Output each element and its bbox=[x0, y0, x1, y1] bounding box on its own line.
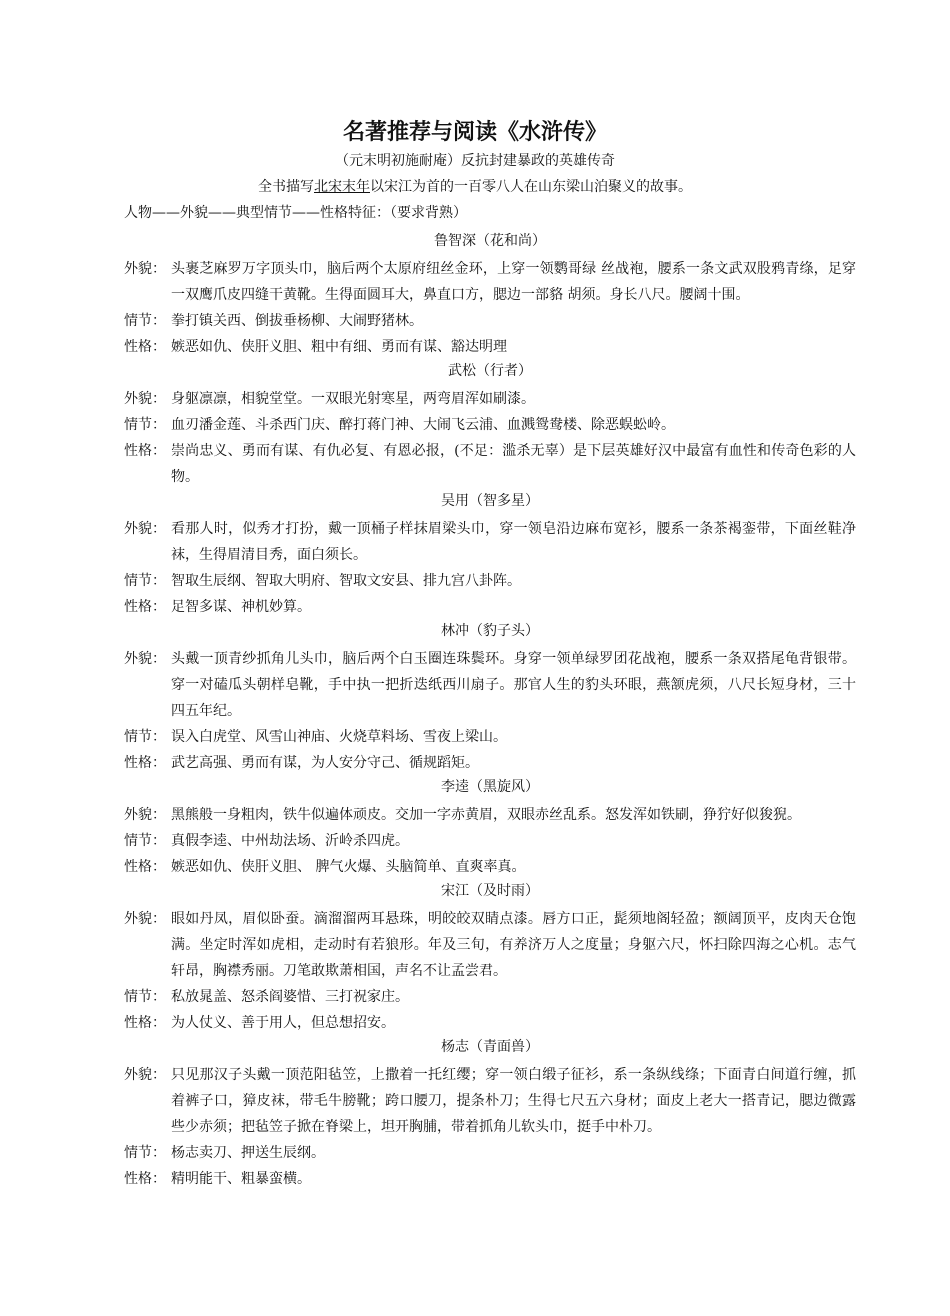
row-text: 嫉恶如仇、侠肝义胆、 脾气火爆、头脑简单、直爽率真。 bbox=[171, 859, 526, 875]
character-row bbox=[124, 906, 856, 984]
character-row bbox=[124, 750, 856, 776]
character-name: 吴用（智多星） bbox=[441, 493, 539, 509]
character-row bbox=[124, 438, 856, 490]
row-text: 智取生辰纲、智取大明府、智取文安县、排九宫八卦阵。 bbox=[171, 573, 521, 589]
character-row bbox=[124, 724, 856, 750]
character-row bbox=[124, 386, 856, 412]
character-block bbox=[124, 1036, 856, 1192]
character-name: 宋江（及时雨） bbox=[441, 883, 539, 899]
row-text: 拳打镇关西、倒拔垂杨柳、大闹野猪林。 bbox=[171, 313, 423, 329]
row-text: 身躯凛凛，相貌堂堂。一双眼光射寒星，两弯眉浑如刷漆。 bbox=[171, 391, 535, 407]
character-row bbox=[124, 308, 856, 334]
intro-sentence bbox=[0, 177, 950, 197]
row-label: 性格： bbox=[124, 1015, 166, 1031]
row-label: 性格： bbox=[124, 755, 166, 771]
character-name: 林冲（豹子头） bbox=[441, 623, 539, 639]
row-label: 性格： bbox=[124, 1171, 166, 1187]
row-label: 性格： bbox=[124, 859, 166, 875]
character-block bbox=[124, 880, 856, 1036]
character-row bbox=[124, 802, 856, 828]
character-row bbox=[124, 334, 856, 360]
character-row bbox=[124, 1010, 856, 1036]
character-name: 武松（行者） bbox=[448, 363, 532, 379]
intro-underlined: 北宋末年 bbox=[314, 179, 370, 195]
character-name: 杨志（青面兽） bbox=[441, 1039, 539, 1055]
row-text: 足智多谋、神机妙算。 bbox=[171, 599, 311, 615]
character-row bbox=[124, 646, 856, 724]
document-subtitle: （元末明初施耐庵）反抗封建暴政的英雄传奇 bbox=[335, 153, 615, 169]
character-row bbox=[124, 1166, 856, 1192]
document-title: 名著推荐与阅读《水浒传》 bbox=[342, 120, 607, 145]
row-text: 嫉恶如仇、侠肝义胆、粗中有细、勇而有谋、豁达明理 bbox=[171, 339, 507, 355]
row-label: 情节： bbox=[124, 313, 166, 329]
character-row bbox=[124, 516, 856, 568]
row-text: 眼如丹凤，眉似卧蚕。滴溜溜两耳悬珠，明皎皎双睛点漆。唇方口正，髭须地阁轻盈；额阔顶平，皮肉天仓饱满。坐定时浑如虎相，走动时有若狼形。年及三旬，有养济万人之度量；身躯六尺，怀扫除四海之心机。志气轩昂，胸襟秀丽。刀笔敢欺萧相国，声名不让孟尝君。 bbox=[171, 911, 856, 979]
row-label: 情节： bbox=[124, 1145, 166, 1161]
row-text: 武艺高强、勇而有谋，为人安分守己、循规蹈矩。 bbox=[171, 755, 479, 771]
row-text: 头戴一顶青纱抓角儿头巾，脑后两个白玉圈连珠鬓环。身穿一领单绿罗团花战袍，腰系一条双搭尾龟背银带。穿一对磕瓜头朝样皂靴，手中执一把折迭纸西川扇子。那官人生的豹头环眼，燕颔虎须，八尺长短身材，三十四五年纪。 bbox=[171, 651, 856, 719]
character-block bbox=[124, 776, 856, 880]
row-text: 为人仗义、善于用人，但总想招安。 bbox=[171, 1015, 395, 1031]
character-row bbox=[124, 1140, 856, 1166]
character-row bbox=[124, 828, 856, 854]
character-row bbox=[124, 594, 856, 620]
row-label: 外貌： bbox=[124, 391, 166, 407]
character-row bbox=[124, 256, 856, 308]
row-text: 误入白虎堂、风雪山神庙、火烧草料场、雪夜上梁山。 bbox=[171, 729, 507, 745]
character-name: 鲁智深（花和尚） bbox=[434, 233, 546, 249]
row-label: 外貌： bbox=[124, 807, 166, 823]
row-text: 精明能干、粗暴蛮横。 bbox=[171, 1171, 311, 1187]
row-text: 真假李逵、中州劫法场、沂岭杀四虎。 bbox=[171, 833, 409, 849]
character-name: 李逵（黑旋风） bbox=[441, 779, 539, 795]
character-row bbox=[124, 1062, 856, 1140]
row-text: 崇尚忠义、勇而有谋、有仇必复、有恩必报，(不足：滥杀无辜）是下层英雄好汉中最富有血性和传奇色彩的人物。 bbox=[171, 443, 856, 485]
instruction-line: 人物——外貌——典型情节——性格特征：（要求背熟） bbox=[124, 205, 467, 221]
row-label: 情节： bbox=[124, 417, 166, 433]
row-text: 看那人时，似秀才打扮，戴一顶桶子样抹眉梁头巾，穿一领皂沿边麻布宽衫，腰系一条茶褐銮带，下面丝鞋净袜，生得眉清目秀，面白须长。 bbox=[171, 521, 856, 563]
row-label: 情节： bbox=[124, 989, 166, 1005]
row-text: 黑熊般一身粗肉，铁牛似遍体顽皮。交加一字赤黄眉，双眼赤丝乱系。怒发浑如铁刷，狰狞好似狻猊。 bbox=[171, 807, 801, 823]
row-text: 只见那汉子头戴一顶范阳毡笠，上撒着一托红缨；穿一领白缎子征衫，系一条纵线绦；下面青白间道行缠，抓着裤子口，獐皮袜，带毛牛膀靴；跨口腰刀，提条朴刀；生得七尺五六身材；面皮上老大一搭青记，腮边微露些少赤须；把毡笠子掀在脊梁上，坦开胸脯，带着抓角儿软头巾，挺手中朴刀。 bbox=[171, 1067, 856, 1135]
row-label: 情节： bbox=[124, 729, 166, 745]
character-row bbox=[124, 854, 856, 880]
row-label: 外貌： bbox=[124, 911, 166, 927]
character-block bbox=[124, 620, 856, 776]
row-label: 性格： bbox=[124, 339, 166, 355]
character-block bbox=[124, 360, 856, 490]
intro-after: 以宋江为首的一百零八人在山东梁山泊聚义的故事。 bbox=[370, 179, 692, 195]
row-label: 情节： bbox=[124, 833, 166, 849]
row-label: 外貌： bbox=[124, 1067, 166, 1083]
character-row bbox=[124, 412, 856, 438]
character-block bbox=[124, 230, 856, 360]
row-text: 私放晁盖、怒杀阎婆惜、三打祝家庄。 bbox=[171, 989, 409, 1005]
row-label: 外貌： bbox=[124, 651, 166, 667]
character-row bbox=[124, 984, 856, 1010]
intro-before: 全书描写 bbox=[258, 179, 314, 195]
row-label: 外貌： bbox=[124, 261, 166, 277]
character-list bbox=[124, 230, 856, 1192]
character-row bbox=[124, 568, 856, 594]
row-label: 性格： bbox=[124, 599, 166, 615]
row-text: 头裹芝麻罗万字顶头巾，脑后两个太原府纽丝金环，上穿一领鹦哥绿 丝战袍，腰系一条文武双股鸦青绦，足穿一双鹰爪皮四缝干黄靴。生得面圆耳大，鼻直口方，腮边一部貉 胡须。身长八尺。腰阔十围。 bbox=[171, 261, 856, 303]
row-label: 情节： bbox=[124, 573, 166, 589]
character-block bbox=[124, 490, 856, 620]
row-text: 血刃潘金莲、斗杀西门庆、醉打蒋门神、大闹飞云浦、血溅鸳鸯楼、除恶蜈蚣岭。 bbox=[171, 417, 675, 433]
row-text: 杨志卖刀、押送生辰纲。 bbox=[171, 1145, 325, 1161]
row-label: 性格： bbox=[124, 443, 166, 459]
row-label: 外貌： bbox=[124, 521, 166, 537]
